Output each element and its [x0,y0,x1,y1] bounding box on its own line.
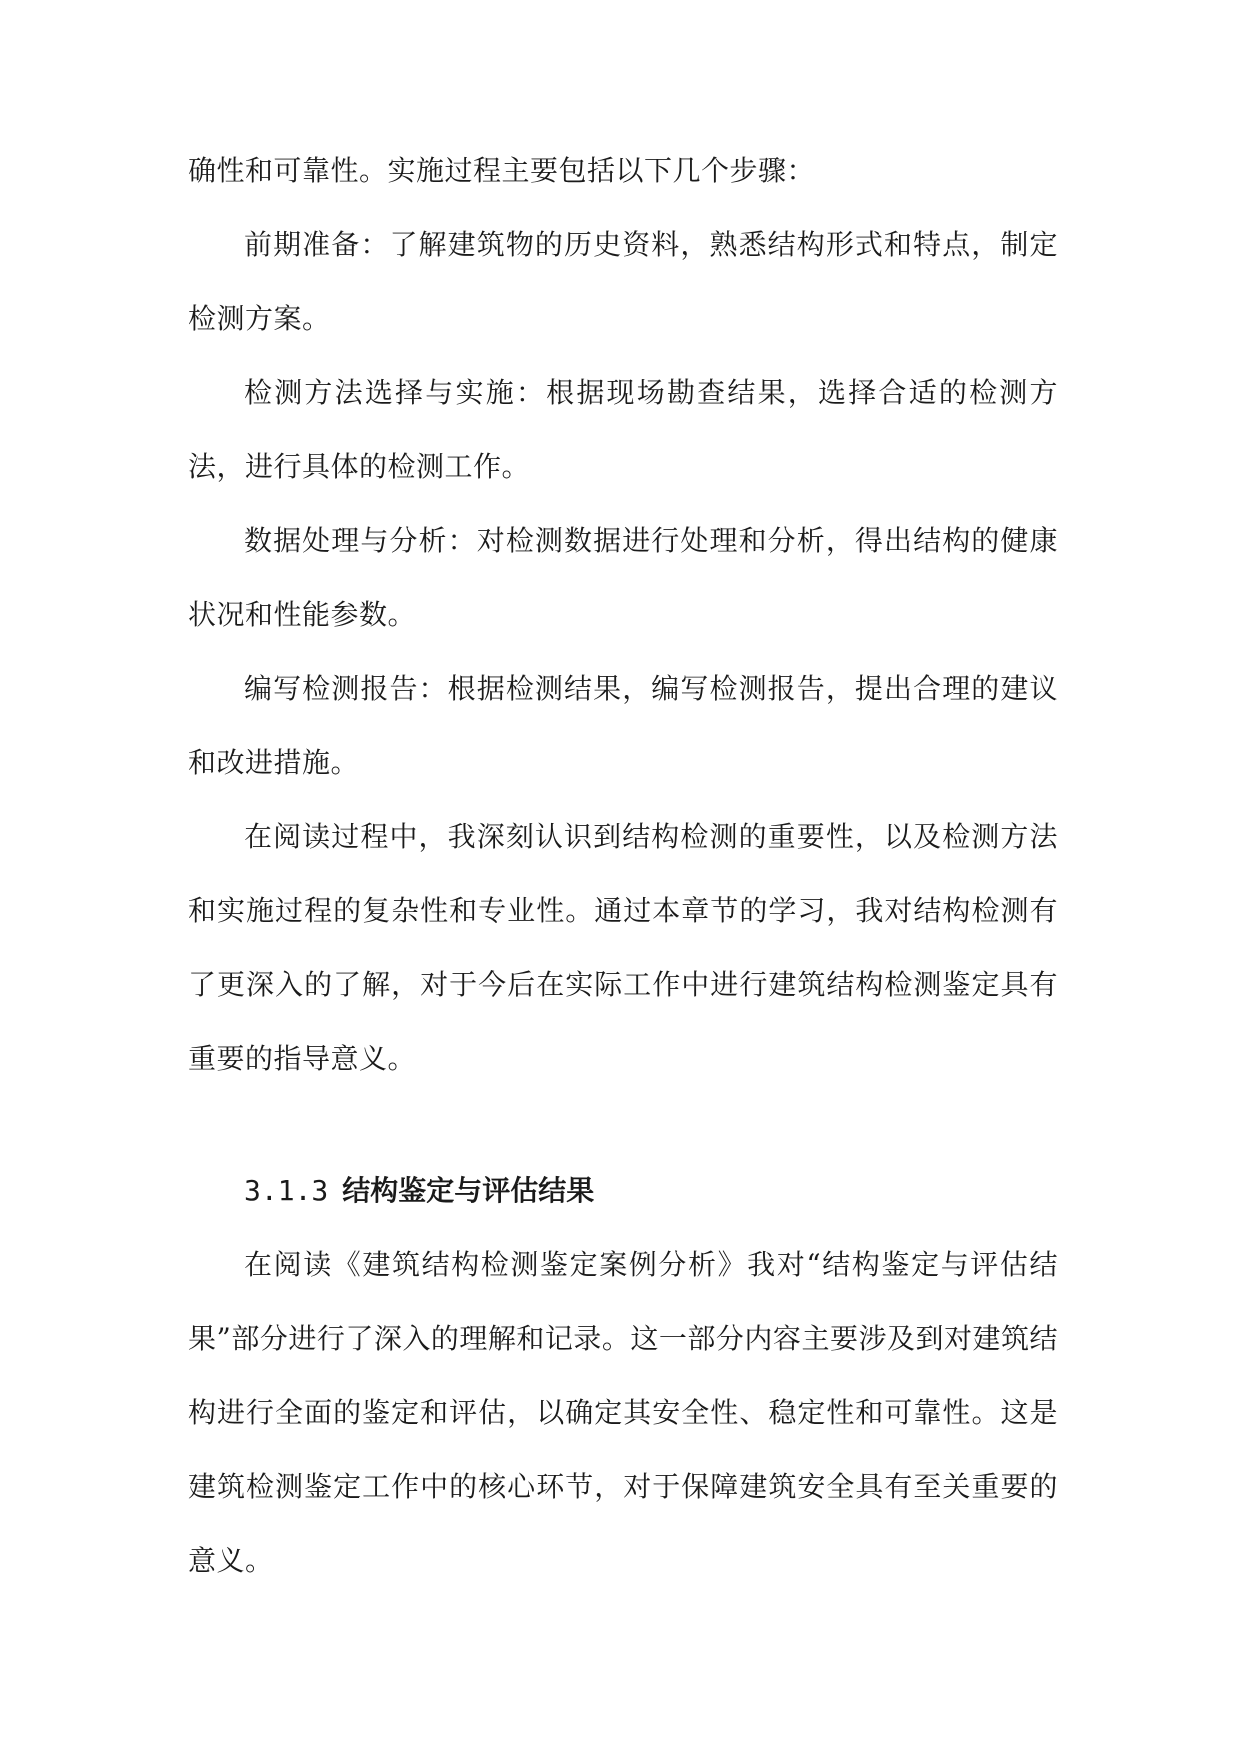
paragraph-section-intro: 在阅读《建筑结构检测鉴定案例分析》我对“结构鉴定与评估结果”部分进行了深入的理解和记录。这一部分内容主要涉及到对建筑结构进行全面的鉴定和评估，以确定其安全性、稳定性和可靠性。这是建筑检测鉴定工作中的核心环节，对于保障建筑安全具有至关重要的意义。 [188,1248,1058,1577]
paragraph-reflection: 在阅读过程中，我深刻认识到结构检测的重要性，以及检测方法和实施过程的复杂性和专业性。通过本章节的学习，我对结构检测有了更深入的了解，对于今后在实际工作中进行建筑结构检测鉴定具有重要的指导意义。 [188,820,1058,1075]
section-title: 结构鉴定与评估结果 [342,1174,595,1207]
paragraph-method-selection: 检测方法选择与实施：根据现场勘查结果，选择合适的检测方法，进行具体的检测工作。 [188,376,1058,483]
paragraph-preparation: 前期准备：了解建筑物的历史资料，熟悉结构形式和特点，制定检测方案。 [188,228,1058,335]
section-heading [244,1154,594,1228]
paragraph-report-writing: 编写检测报告：根据检测结果，编写检测报告，提出合理的建议和改进措施。 [188,672,1058,779]
section-number: 3.1.3 [244,1174,329,1207]
paragraph-continuation: 确性和可靠性。实施过程主要包括以下几个步骤： [188,154,816,187]
paragraph-data-processing: 数据处理与分析：对检测数据进行处理和分析，得出结构的健康状况和性能参数。 [188,524,1058,631]
